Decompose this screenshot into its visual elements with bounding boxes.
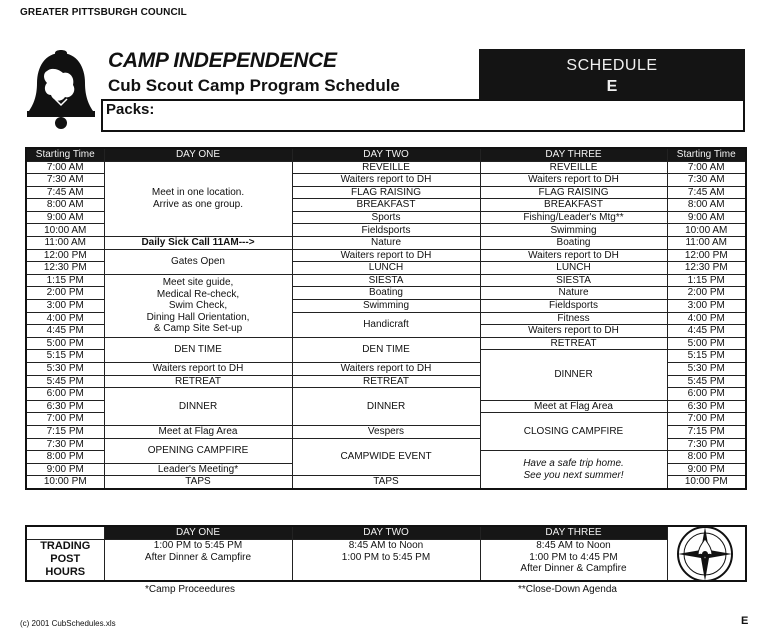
- time-cell: 5:00 PM: [26, 337, 104, 350]
- time-cell: 7:30 PM: [26, 438, 104, 451]
- trading-hours-line: After Dinner & Campfire: [520, 563, 627, 574]
- time-cell: 6:30 PM: [667, 400, 746, 413]
- time-cell: 5:00 PM: [667, 337, 746, 350]
- time-cell: 5:30 PM: [667, 363, 746, 376]
- day-three-cell: BREAKFAST: [480, 199, 667, 212]
- day-two-cell: Vespers: [292, 425, 480, 438]
- day-three-cell: Fitness: [480, 312, 667, 325]
- time-cell: 10:00 PM: [667, 476, 746, 489]
- schedule-code: E: [606, 78, 618, 95]
- camp-procedures-note: *Camp Proceedures: [145, 584, 236, 595]
- day-two-cell: Nature: [292, 237, 480, 250]
- schedule-badge: [479, 49, 745, 100]
- farewell-line: See you next summer!: [523, 469, 624, 481]
- time-cell: 3:00 PM: [667, 300, 746, 313]
- table-row: [26, 337, 746, 350]
- time-cell: 1:15 PM: [26, 274, 104, 287]
- day-three-cell: Meet at Flag Area: [480, 400, 667, 413]
- day-three-cell: LUNCH: [480, 262, 667, 275]
- trading-hours-line: 8:45 AM to Noon: [536, 540, 611, 551]
- time-cell: 9:00 AM: [26, 211, 104, 224]
- header-start-time-right: Starting Time: [667, 148, 746, 161]
- day-three-cell: REVEILLE: [480, 161, 667, 174]
- header-day-one: DAY ONE: [104, 148, 292, 161]
- day-one-cell: RETREAT: [104, 375, 292, 388]
- day-three-cell: DINNER: [480, 350, 667, 400]
- camp-name: CAMP INDEPENDENCE: [108, 49, 337, 72]
- time-cell: 12:30 PM: [26, 262, 104, 275]
- time-cell: 4:00 PM: [26, 312, 104, 325]
- day-one-cell: Meet at Flag Area: [104, 425, 292, 438]
- day-two-cell: Swimming: [292, 300, 480, 313]
- table-row: [26, 249, 746, 262]
- time-cell: 9:00 PM: [667, 463, 746, 476]
- day-one-cell: TAPS: [104, 476, 292, 489]
- time-cell: 7:00 AM: [26, 161, 104, 174]
- setup-line: & Camp Site Set-up: [153, 323, 243, 335]
- day-two-cell: Handicraft: [292, 312, 480, 337]
- setup-line: Dining Hall Orientation,: [146, 311, 250, 323]
- trading-header-blank: [26, 526, 104, 540]
- time-cell: 8:00 AM: [26, 199, 104, 212]
- document-title: Cub Scout Camp Program Schedule: [108, 76, 400, 95]
- copyright-text: (c) 2001 CubSchedules.xls: [20, 619, 116, 628]
- time-cell: 7:15 PM: [667, 425, 746, 438]
- trading-label-line: TRADING: [40, 540, 91, 552]
- time-cell: 10:00 AM: [26, 224, 104, 237]
- day-three-cell: Fishing/Leader's Mtg**: [480, 211, 667, 224]
- time-cell: 6:00 PM: [667, 388, 746, 401]
- day-two-cell: DINNER: [292, 388, 480, 426]
- header-start-time: Starting Time: [26, 148, 104, 161]
- trading-day-three: [480, 540, 667, 581]
- time-cell: 7:15 PM: [26, 425, 104, 438]
- trading-header-row: [26, 526, 746, 540]
- time-cell: 7:00 AM: [667, 161, 746, 174]
- header-day-two: DAY TWO: [292, 148, 480, 161]
- day-one-arrival: [104, 161, 292, 237]
- day-one-setup: [104, 274, 292, 337]
- time-cell: 7:30 AM: [667, 174, 746, 187]
- day-two-cell: DEN TIME: [292, 337, 480, 362]
- arrival-line: Arrive as one group.: [152, 198, 244, 210]
- time-cell: 8:00 PM: [26, 451, 104, 464]
- day-three-cell: SIESTA: [480, 274, 667, 287]
- trading-post-label: [26, 540, 104, 581]
- close-down-note: **Close-Down Agenda: [518, 584, 617, 595]
- day-three-cell: Nature: [480, 287, 667, 300]
- liberty-bell-logo: [25, 49, 97, 131]
- day-two-cell: REVEILLE: [292, 161, 480, 174]
- day-two-cell: Fieldsports: [292, 224, 480, 237]
- time-cell: 7:45 AM: [667, 186, 746, 199]
- day-two-cell: CAMPWIDE EVENT: [292, 438, 480, 476]
- trading-header-day-three: DAY THREE: [480, 526, 667, 540]
- day-three-cell: Waiters report to DH: [480, 249, 667, 262]
- day-three-farewell: [480, 451, 667, 489]
- day-two-cell: LUNCH: [292, 262, 480, 275]
- time-cell: 7:00 PM: [26, 413, 104, 426]
- time-cell: 6:00 PM: [26, 388, 104, 401]
- farewell-line: Have a safe trip home.: [523, 458, 624, 470]
- day-three-cell: Waiters report to DH: [480, 325, 667, 338]
- day-one-cell: Gates Open: [104, 249, 292, 274]
- day-two-cell: SIESTA: [292, 274, 480, 287]
- trading-label-line: POST: [50, 553, 81, 566]
- table-row: [26, 161, 746, 174]
- time-cell: 11:00 AM: [667, 237, 746, 250]
- trading-hours-line: 1:00 PM to 5:45 PM: [341, 551, 431, 563]
- trading-hours-line: 1:00 PM to 4:45 PM: [529, 551, 618, 563]
- trading-hours-line: After Dinner & Campfire: [144, 551, 252, 563]
- time-cell: 3:00 PM: [26, 300, 104, 313]
- day-two-cell: FLAG RAISING: [292, 186, 480, 199]
- day-one-cell: DINNER: [104, 388, 292, 426]
- time-cell: 9:00 AM: [667, 211, 746, 224]
- time-cell: 1:15 PM: [667, 274, 746, 287]
- time-cell: 5:15 PM: [667, 350, 746, 363]
- time-cell: 7:30 PM: [667, 438, 746, 451]
- day-two-cell: Sports: [292, 211, 480, 224]
- day-three-cell: Waiters report to DH: [480, 174, 667, 187]
- time-cell: 6:30 PM: [26, 400, 104, 413]
- schedule-label: SCHEDULE: [566, 57, 658, 74]
- time-cell: 8:00 AM: [667, 199, 746, 212]
- trading-day-two: [292, 540, 480, 581]
- setup-line: Meet site guide,: [162, 277, 234, 289]
- trading-post-table: [25, 525, 747, 582]
- table-row: [26, 237, 746, 250]
- time-cell: 10:00 AM: [667, 224, 746, 237]
- setup-line: Swim Check,: [168, 300, 228, 312]
- day-three-cell: Boating: [480, 237, 667, 250]
- time-cell: 5:30 PM: [26, 363, 104, 376]
- day-two-cell: TAPS: [292, 476, 480, 489]
- day-three-cell: CLOSING CAMPFIRE: [480, 413, 667, 451]
- day-one-cell: Daily Sick Call 11AM--->: [104, 237, 292, 250]
- scout-emblem-icon: [676, 525, 734, 583]
- time-cell: 5:45 PM: [667, 375, 746, 388]
- trading-day-one: [104, 540, 292, 581]
- day-one-cell: Leader's Meeting*: [104, 463, 292, 476]
- time-cell: 12:00 PM: [667, 249, 746, 262]
- time-cell: 9:00 PM: [26, 463, 104, 476]
- day-one-cell: DEN TIME: [104, 337, 292, 362]
- table-header-row: [26, 148, 746, 161]
- time-cell: 12:00 PM: [26, 249, 104, 262]
- time-cell: 7:45 AM: [26, 186, 104, 199]
- header-day-three: DAY THREE: [480, 148, 667, 161]
- trading-header-day-two: DAY TWO: [292, 526, 480, 540]
- time-cell: 2:00 PM: [26, 287, 104, 300]
- time-cell: 4:45 PM: [667, 325, 746, 338]
- trading-hours-line: 1:00 PM to 5:45 PM: [153, 540, 243, 551]
- packs-label: Packs:: [106, 101, 155, 118]
- time-cell: 7:30 AM: [26, 174, 104, 187]
- day-three-cell: Fieldsports: [480, 300, 667, 313]
- setup-line: Medical Re-check,: [156, 288, 240, 300]
- trading-hours-line: 8:45 AM to Noon: [348, 540, 424, 551]
- time-cell: 5:15 PM: [26, 350, 104, 363]
- council-name: GREATER PITTSBURGH COUNCIL: [20, 7, 187, 18]
- schedule-table: [25, 147, 747, 490]
- day-three-cell: FLAG RAISING: [480, 186, 667, 199]
- day-three-cell: RETREAT: [480, 337, 667, 350]
- page-letter: E: [741, 615, 749, 627]
- day-two-cell: RETREAT: [292, 375, 480, 388]
- trading-label-line: HOURS: [45, 566, 86, 579]
- day-two-cell: Waiters report to DH: [292, 363, 480, 376]
- packs-field[interactable]: [101, 99, 745, 132]
- arrival-line: Meet in one location.: [151, 187, 245, 199]
- day-two-cell: Waiters report to DH: [292, 249, 480, 262]
- time-cell: 4:45 PM: [26, 325, 104, 338]
- time-cell: 7:00 PM: [667, 413, 746, 426]
- time-cell: 11:00 AM: [26, 237, 104, 250]
- time-cell: 10:00 PM: [26, 476, 104, 489]
- trading-header-day-one: DAY ONE: [104, 526, 292, 540]
- day-one-cell: OPENING CAMPFIRE: [104, 438, 292, 463]
- time-cell: 12:30 PM: [667, 262, 746, 275]
- day-two-cell: Boating: [292, 287, 480, 300]
- table-row: [26, 274, 746, 287]
- time-cell: 4:00 PM: [667, 312, 746, 325]
- day-three-cell: Swimming: [480, 224, 667, 237]
- day-two-cell: Waiters report to DH: [292, 174, 480, 187]
- time-cell: 2:00 PM: [667, 287, 746, 300]
- time-cell: 5:45 PM: [26, 375, 104, 388]
- day-two-cell: BREAKFAST: [292, 199, 480, 212]
- day-one-cell: Waiters report to DH: [104, 363, 292, 376]
- time-cell: 8:00 PM: [667, 451, 746, 464]
